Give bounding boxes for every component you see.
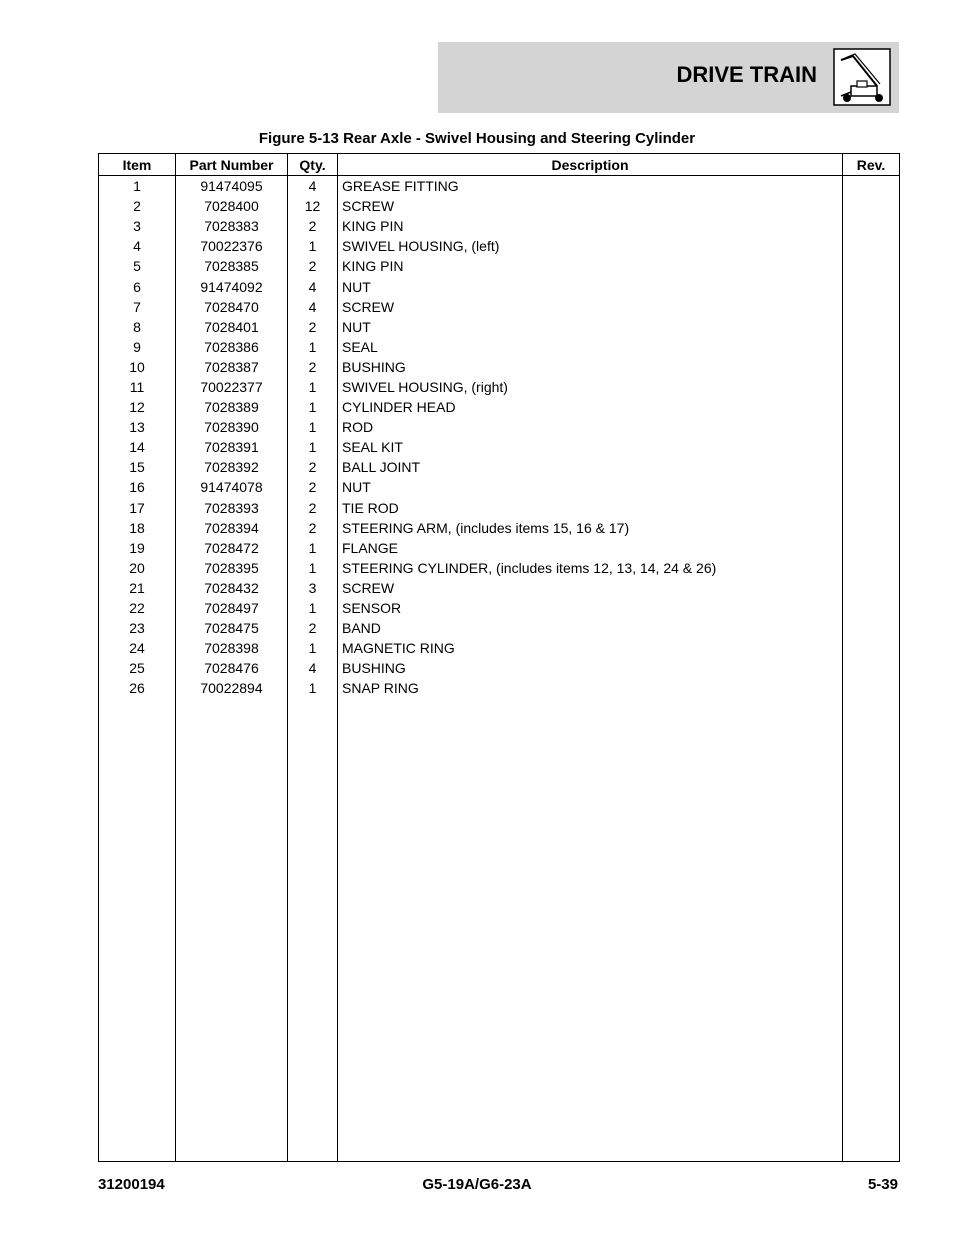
cell-rev: [843, 377, 900, 397]
cell-rev: [843, 397, 900, 417]
cell-item: 23: [99, 618, 176, 638]
cell-description: NUT: [338, 477, 843, 497]
cell-item: 10: [99, 357, 176, 377]
cell-item: 15: [99, 457, 176, 477]
cell-item: 5: [99, 256, 176, 276]
cell-item: 9: [99, 337, 176, 357]
cell-part-number: 7028475: [176, 618, 288, 638]
cell-rev: [843, 457, 900, 477]
table-row: [99, 357, 900, 377]
cell-qty: 2: [288, 477, 338, 497]
cell-description: BALL JOINT: [338, 457, 843, 477]
cell-rev: [843, 518, 900, 538]
cell-item: 18: [99, 518, 176, 538]
table-row: [99, 337, 900, 357]
cell-rev: [843, 216, 900, 236]
cell-description: SWIVEL HOUSING, (left): [338, 236, 843, 256]
cell-item: 3: [99, 216, 176, 236]
cell-rev: [843, 658, 900, 678]
cell-rev: [843, 176, 900, 197]
table-row: [99, 538, 900, 558]
cell-item: 22: [99, 598, 176, 618]
cell-part-number: 7028383: [176, 216, 288, 236]
cell-item: 7: [99, 297, 176, 317]
cell-part-number: 7028394: [176, 518, 288, 538]
cell-qty: 4: [288, 276, 338, 296]
cell-item: 2: [99, 196, 176, 216]
cell-qty: 2: [288, 518, 338, 538]
cell-item: 20: [99, 558, 176, 578]
section-header-band: [438, 42, 899, 113]
cell-description: BUSHING: [338, 658, 843, 678]
cell-qty: 1: [288, 417, 338, 437]
cell-item: 14: [99, 437, 176, 457]
column-header-rev: Rev.: [843, 154, 900, 176]
cell-item: 17: [99, 498, 176, 518]
cell-part-number: 70022894: [176, 678, 288, 698]
cell-description: CYLINDER HEAD: [338, 397, 843, 417]
cell-description: SWIVEL HOUSING, (right): [338, 377, 843, 397]
cell-description: SCREW: [338, 196, 843, 216]
cell-part-number: 7028395: [176, 558, 288, 578]
cell-description: NUT: [338, 317, 843, 337]
cell-part-number: 91474078: [176, 477, 288, 497]
cell-qty: 4: [288, 297, 338, 317]
cell-description: BUSHING: [338, 357, 843, 377]
parts-table-body: [99, 176, 900, 1162]
cell-rev: [843, 357, 900, 377]
cell-rev: [843, 256, 900, 276]
table-row: [99, 477, 900, 497]
cell-description: STEERING CYLINDER, (includes items 12, 13, 14, 24 & 26): [338, 558, 843, 578]
cell-rev: [843, 538, 900, 558]
cell-item: 24: [99, 638, 176, 658]
cell-part-number: 70022377: [176, 377, 288, 397]
cell-part-number: 7028387: [176, 357, 288, 377]
section-title: DRIVE TRAIN: [676, 62, 817, 87]
forklift-drive-train-icon: [833, 48, 891, 106]
cell-qty: 1: [288, 377, 338, 397]
table-row: [99, 417, 900, 437]
cell-rev: [843, 598, 900, 618]
cell-part-number: 7028401: [176, 317, 288, 337]
cell-rev: [843, 297, 900, 317]
cell-rev: [843, 337, 900, 357]
cell-qty: 2: [288, 618, 338, 638]
cell-item: 1: [99, 176, 176, 197]
cell-description: GREASE FITTING: [338, 176, 843, 197]
table-header-row: [99, 154, 900, 176]
cell-description: KING PIN: [338, 216, 843, 236]
cell-description: SENSOR: [338, 598, 843, 618]
cell-item: 6: [99, 276, 176, 296]
cell-item: 21: [99, 578, 176, 598]
cell-part-number: 7028389: [176, 397, 288, 417]
table-row: [99, 437, 900, 457]
cell-item: 26: [99, 678, 176, 698]
table-row: [99, 518, 900, 538]
table-row: [99, 498, 900, 518]
cell-rev: [843, 638, 900, 658]
cell-description: SEAL KIT: [338, 437, 843, 457]
cell-qty: 1: [288, 337, 338, 357]
column-header-part-number: Part Number: [176, 154, 288, 176]
cell-description: SEAL: [338, 337, 843, 357]
cell-qty: 2: [288, 498, 338, 518]
table-row: [99, 176, 900, 197]
cell-qty: 1: [288, 678, 338, 698]
cell-part-number: 7028385: [176, 256, 288, 276]
table-row: [99, 276, 900, 296]
table-row: [99, 638, 900, 658]
column-header-description: Description: [338, 154, 843, 176]
cell-description: BAND: [338, 618, 843, 638]
cell-qty: 1: [288, 638, 338, 658]
cell-qty: 2: [288, 256, 338, 276]
cell-part-number: 7028398: [176, 638, 288, 658]
table-row: [99, 397, 900, 417]
table-row: [99, 297, 900, 317]
cell-rev: [843, 317, 900, 337]
cell-qty: 3: [288, 578, 338, 598]
cell-qty: 2: [288, 457, 338, 477]
table-row: [99, 457, 900, 477]
cell-description: SNAP RING: [338, 678, 843, 698]
cell-rev: [843, 678, 900, 698]
parts-table: [98, 153, 900, 1162]
cell-part-number: 7028400: [176, 196, 288, 216]
table-row: [99, 598, 900, 618]
cell-description: FLANGE: [338, 538, 843, 558]
cell-part-number: 7028393: [176, 498, 288, 518]
cell-rev: [843, 618, 900, 638]
cell-item: 11: [99, 377, 176, 397]
cell-qty: 1: [288, 598, 338, 618]
cell-part-number: 7028432: [176, 578, 288, 598]
cell-rev: [843, 578, 900, 598]
cell-part-number: 7028386: [176, 337, 288, 357]
cell-part-number: 7028390: [176, 417, 288, 437]
cell-rev: [843, 236, 900, 256]
table-row: [99, 377, 900, 397]
cell-part-number: 91474092: [176, 276, 288, 296]
cell-qty: 2: [288, 317, 338, 337]
cell-item: 8: [99, 317, 176, 337]
cell-rev: [843, 417, 900, 437]
table-row: [99, 578, 900, 598]
cell-qty: 4: [288, 658, 338, 678]
cell-item: 25: [99, 658, 176, 678]
cell-item: 4: [99, 236, 176, 256]
cell-item: 13: [99, 417, 176, 437]
cell-part-number: 91474095: [176, 176, 288, 197]
cell-qty: 2: [288, 216, 338, 236]
cell-description: STEERING ARM, (includes items 15, 16 & 17): [338, 518, 843, 538]
cell-rev: [843, 498, 900, 518]
cell-qty: 1: [288, 558, 338, 578]
cell-rev: [843, 276, 900, 296]
cell-rev: [843, 477, 900, 497]
cell-qty: 1: [288, 397, 338, 417]
table-row: [99, 618, 900, 638]
table-row: [99, 256, 900, 276]
cell-description: KING PIN: [338, 256, 843, 276]
cell-item: 16: [99, 477, 176, 497]
footer-page-number: 5-39: [867, 1176, 898, 1193]
cell-rev: [843, 196, 900, 216]
table-filler-row: [99, 698, 900, 1161]
footer-doc-number: 31200194: [98, 1176, 165, 1193]
table-row: [99, 658, 900, 678]
cell-description: TIE ROD: [338, 498, 843, 518]
cell-part-number: 7028391: [176, 437, 288, 457]
cell-qty: 12: [288, 196, 338, 216]
table-row: [99, 196, 900, 216]
cell-rev: [843, 558, 900, 578]
cell-description: SCREW: [338, 578, 843, 598]
cell-qty: 2: [288, 357, 338, 377]
footer-model: G5-19A/G6-23A: [422, 1176, 532, 1193]
cell-item: 12: [99, 397, 176, 417]
cell-qty: 4: [288, 176, 338, 197]
cell-qty: 1: [288, 236, 338, 256]
column-header-qty: Qty.: [288, 154, 338, 176]
cell-part-number: 7028470: [176, 297, 288, 317]
cell-part-number: 7028476: [176, 658, 288, 678]
cell-part-number: 70022376: [176, 236, 288, 256]
table-row: [99, 678, 900, 698]
cell-description: SCREW: [338, 297, 843, 317]
table-row: [99, 236, 900, 256]
cell-qty: 1: [288, 538, 338, 558]
cell-part-number: 7028392: [176, 457, 288, 477]
table-row: [99, 216, 900, 236]
column-header-item: Item: [99, 154, 176, 176]
cell-part-number: 7028497: [176, 598, 288, 618]
table-row: [99, 558, 900, 578]
cell-description: NUT: [338, 276, 843, 296]
table-row: [99, 317, 900, 337]
cell-item: 19: [99, 538, 176, 558]
figure-title: Figure 5-13 Rear Axle - Swivel Housing and Steering Cylinder: [258, 130, 696, 147]
cell-rev: [843, 437, 900, 457]
cell-description: MAGNETIC RING: [338, 638, 843, 658]
cell-qty: 1: [288, 437, 338, 457]
cell-description: ROD: [338, 417, 843, 437]
cell-part-number: 7028472: [176, 538, 288, 558]
